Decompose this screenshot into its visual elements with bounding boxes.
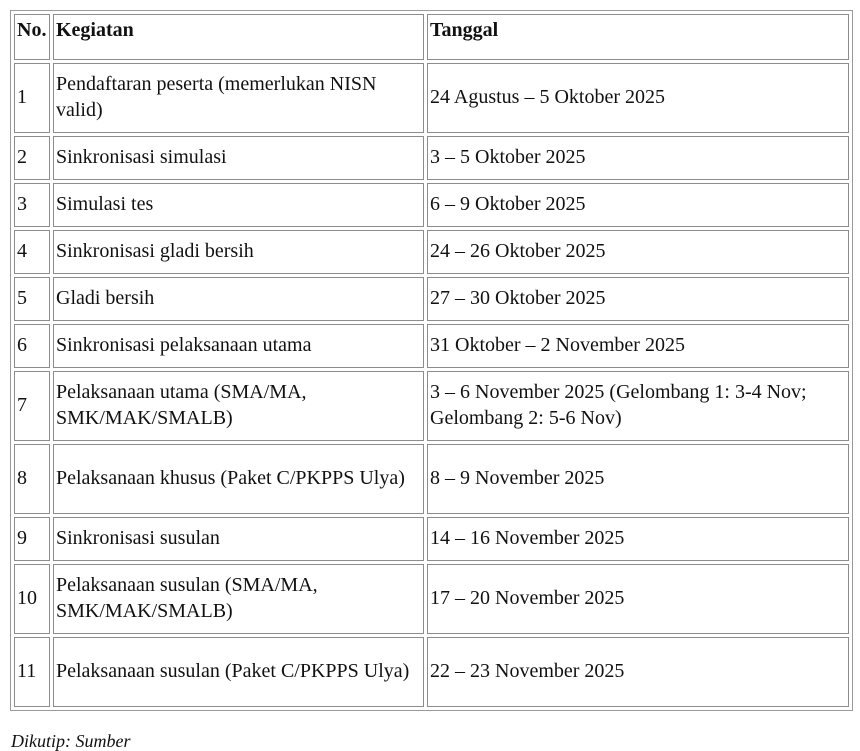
row-activity: Simulasi tes bbox=[53, 183, 424, 227]
table-row bbox=[14, 277, 849, 321]
row-date: 27 – 30 Oktober 2025 bbox=[427, 277, 849, 321]
row-number: 10 bbox=[14, 564, 50, 634]
row-date: 14 – 16 November 2025 bbox=[427, 517, 849, 561]
row-number: 7 bbox=[14, 371, 50, 441]
row-number: 8 bbox=[14, 444, 50, 514]
row-number: 9 bbox=[14, 517, 50, 561]
row-number: 6 bbox=[14, 324, 50, 368]
header-date: Tanggal bbox=[427, 14, 849, 60]
table-row bbox=[14, 517, 849, 561]
table-row bbox=[14, 324, 849, 368]
row-number: 5 bbox=[14, 277, 50, 321]
row-date: 17 – 20 November 2025 bbox=[427, 564, 849, 634]
table-row bbox=[14, 63, 849, 133]
row-date: 22 – 23 November 2025 bbox=[427, 637, 849, 707]
table-row bbox=[14, 371, 849, 441]
row-activity: Sinkronisasi gladi bersih bbox=[53, 230, 424, 274]
row-date: 31 Oktober – 2 November 2025 bbox=[427, 324, 849, 368]
row-date: 3 – 6 November 2025 (Gelombang 1: 3-4 Nov; Gelombang 2: 5-6 Nov) bbox=[427, 371, 849, 441]
row-date: 3 – 5 Oktober 2025 bbox=[427, 136, 849, 180]
row-date: 24 – 26 Oktober 2025 bbox=[427, 230, 849, 274]
row-activity: Sinkronisasi pelaksanaan utama bbox=[53, 324, 424, 368]
row-number: 1 bbox=[14, 63, 50, 133]
row-activity: Sinkronisasi susulan bbox=[53, 517, 424, 561]
row-activity: Pelaksanaan susulan (Paket C/PKPPS Ulya) bbox=[53, 637, 424, 707]
table-row bbox=[14, 444, 849, 514]
table-header-row bbox=[14, 14, 849, 60]
row-activity: Pelaksanaan utama (SMA/MA, SMK/MAK/SMALB) bbox=[53, 371, 424, 441]
table-row bbox=[14, 136, 849, 180]
row-activity: Gladi bersih bbox=[53, 277, 424, 321]
row-date: 8 – 9 November 2025 bbox=[427, 444, 849, 514]
header-activity: Kegiatan bbox=[53, 14, 424, 60]
schedule-table bbox=[10, 10, 853, 711]
row-date: 6 – 9 Oktober 2025 bbox=[427, 183, 849, 227]
row-activity: Pelaksanaan khusus (Paket C/PKPPS Ulya) bbox=[53, 444, 424, 514]
row-number: 2 bbox=[14, 136, 50, 180]
footer-caption: Dikutip: Sumber bbox=[11, 731, 131, 751]
row-number: 11 bbox=[14, 637, 50, 707]
table-row bbox=[14, 637, 849, 707]
row-activity: Sinkronisasi simulasi bbox=[53, 136, 424, 180]
row-number: 4 bbox=[14, 230, 50, 274]
row-activity: Pendaftaran peserta (memerlukan NISN valid) bbox=[53, 63, 424, 133]
table-row bbox=[14, 564, 849, 634]
table-row bbox=[14, 183, 849, 227]
row-date: 24 Agustus – 5 Oktober 2025 bbox=[427, 63, 849, 133]
header-no: No. bbox=[14, 14, 50, 60]
row-number: 3 bbox=[14, 183, 50, 227]
row-activity: Pelaksanaan susulan (SMA/MA, SMK/MAK/SMALB) bbox=[53, 564, 424, 634]
table-body bbox=[14, 63, 849, 707]
table-row bbox=[14, 230, 849, 274]
